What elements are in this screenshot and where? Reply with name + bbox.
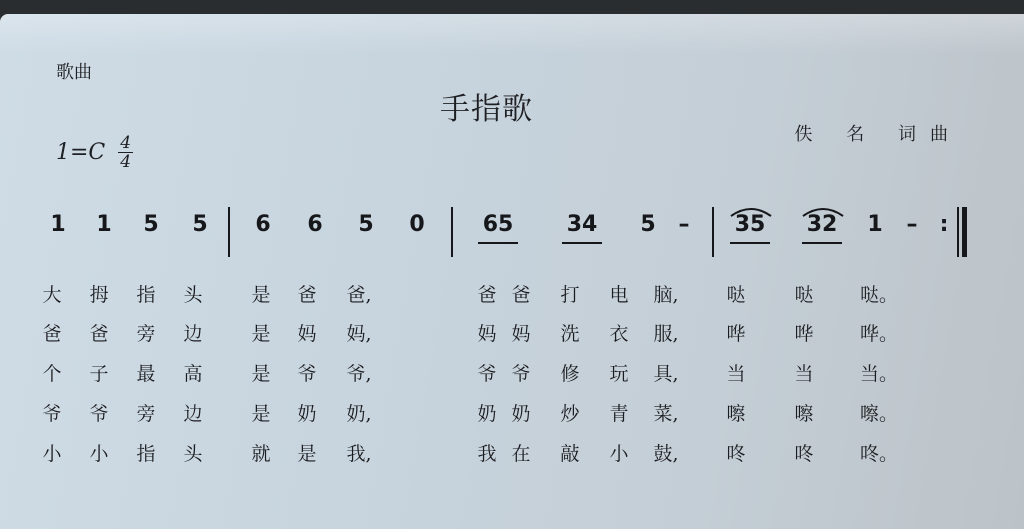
lyric-char: 爸 (477, 284, 497, 306)
note: 5 (358, 212, 374, 237)
note-pair: 32 (806, 212, 838, 237)
dash: – (678, 212, 690, 237)
lyric-char: 旁 (136, 323, 156, 345)
lyric-char: 爸 (297, 284, 317, 306)
time-numerator: 4 (120, 133, 132, 153)
lyric-char: 我 (477, 443, 497, 465)
lyric-char: 咚。 (860, 443, 899, 465)
note: 5 (192, 212, 208, 237)
lyric-char: 哒 (794, 284, 814, 306)
category-label: 歌曲 (56, 62, 92, 83)
lyric-char: 我, (346, 443, 372, 465)
lyric-char: 嚓 (794, 403, 814, 425)
bar-line (451, 207, 453, 257)
lyric-char: 最 (136, 363, 156, 385)
lyric-char: 爷 (89, 403, 109, 425)
lyric-char: 咚 (726, 443, 746, 465)
lyric-char: 爸 (89, 323, 109, 345)
lyric-char: 奶, (346, 403, 372, 425)
note: 5 (143, 212, 159, 237)
lyric-char: 鼓, (653, 443, 679, 465)
lyric-char: 旁 (136, 403, 156, 425)
lyric-char: 青 (609, 403, 629, 425)
lyric-char: 奶 (477, 403, 497, 425)
lyric-char: 当 (726, 363, 746, 385)
lyric-char: 高 (183, 363, 203, 385)
lyric-char: 小 (89, 443, 109, 465)
note: 5 (640, 212, 656, 237)
note-pair: 65 (482, 212, 514, 237)
bar-line (712, 207, 714, 257)
lyric-char: 哒。 (860, 284, 899, 306)
lyric-char: 是 (251, 284, 271, 306)
lyric-char: 玩 (609, 363, 629, 385)
lyric-char: 子 (89, 363, 109, 385)
lyric-char: 哗 (726, 323, 746, 345)
note: 6 (307, 212, 323, 237)
lyric-char: 哗。 (860, 323, 899, 345)
eighth-underline (478, 242, 518, 244)
lyric-char: 奶 (297, 403, 317, 425)
lyric-char: 头 (183, 284, 203, 306)
lyric-char: 是 (251, 363, 271, 385)
lyric-char: 拇 (89, 284, 109, 306)
lyric-char: 爸, (346, 284, 372, 306)
lyric-char: 电 (609, 284, 629, 306)
lyric-char: 爷 (511, 363, 531, 385)
eighth-underline (730, 242, 770, 244)
note: 0 (409, 212, 425, 237)
lyric-char: 爷, (346, 363, 372, 385)
key-label: 1=C (56, 140, 106, 165)
lyric-char: 在 (511, 443, 531, 465)
lyric-char: 洗 (560, 323, 580, 345)
lyric-char: 是 (297, 443, 317, 465)
dash: – (906, 212, 918, 237)
lyric-char: 个 (42, 363, 62, 385)
note-pair: 34 (566, 212, 598, 237)
note: 1 (50, 212, 66, 237)
lyric-char: 妈 (477, 323, 497, 345)
lyric-char: 哒 (726, 284, 746, 306)
lyric-char: 打 (560, 284, 580, 306)
key-signature (56, 134, 133, 171)
lyric-char: 衣 (609, 323, 629, 345)
songbook-page (0, 14, 1024, 529)
lyric-char: 小 (42, 443, 62, 465)
lyric-char: 服, (653, 323, 679, 345)
lyric-char: 爷 (42, 403, 62, 425)
lyric-char: 脑, (653, 284, 679, 306)
lyric-char: 具, (653, 363, 679, 385)
note: 6 (255, 212, 271, 237)
lyric-char: 妈 (297, 323, 317, 345)
lyric-char: 哗 (794, 323, 814, 345)
eighth-underline (802, 242, 842, 244)
lyric-char: 是 (251, 403, 271, 425)
lyric-char: 咚 (794, 443, 814, 465)
lyric-char: 妈, (346, 323, 372, 345)
lyric-char: 爷 (297, 363, 317, 385)
lyric-char: 指 (136, 284, 156, 306)
lyric-char: 修 (560, 363, 580, 385)
lyric-char: 边 (183, 403, 203, 425)
repeat-dots: : (939, 212, 949, 237)
lyric-char: 就 (251, 443, 271, 465)
lyric-char: 敲 (560, 443, 580, 465)
note: 1 (96, 212, 112, 237)
eighth-underline (562, 242, 602, 244)
lyric-char: 是 (251, 323, 271, 345)
time-denominator: 4 (120, 152, 132, 172)
lyric-char: 小 (609, 443, 629, 465)
bar-line (228, 207, 230, 257)
lyric-char: 奶 (511, 403, 531, 425)
lyric-char: 当 (794, 363, 814, 385)
note: 1 (867, 212, 883, 237)
song-title: 手指歌 (440, 92, 533, 127)
lyric-char: 爸 (42, 323, 62, 345)
time-signature (118, 134, 133, 171)
lyric-char: 妈 (511, 323, 531, 345)
final-bar-thick (962, 207, 967, 257)
lyric-char: 爷 (477, 363, 497, 385)
lyric-char: 嚓 (726, 403, 746, 425)
authors-credit: 佚 名 词曲 (794, 124, 962, 145)
lyric-char: 炒 (560, 403, 580, 425)
lyric-char: 边 (183, 323, 203, 345)
note-pair: 35 (734, 212, 766, 237)
lyric-char: 菜, (653, 403, 679, 425)
lyric-char: 头 (183, 443, 203, 465)
final-bar-thin (957, 207, 959, 257)
lyric-char: 爸 (511, 284, 531, 306)
lyric-char: 大 (42, 284, 62, 306)
lyric-char: 嚓。 (860, 403, 899, 425)
lyric-char: 当。 (860, 363, 899, 385)
lyric-char: 指 (136, 443, 156, 465)
